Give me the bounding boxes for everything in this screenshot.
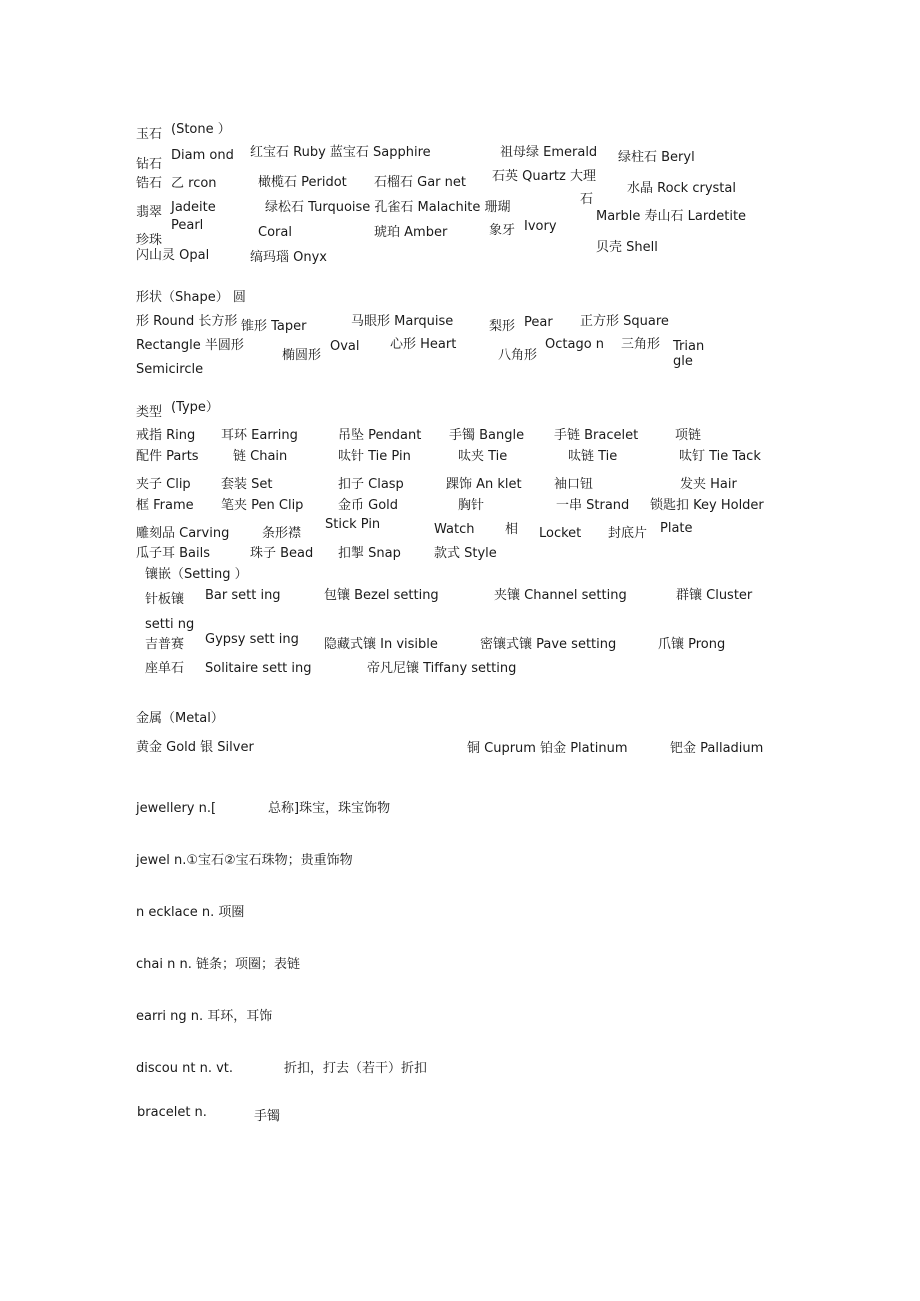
vocab-word: jewel n.①宝石②宝石珠物；贵重饰物	[136, 853, 353, 868]
beryl: 绿柱石 Beryl	[618, 150, 695, 165]
square: 正方形 Square	[580, 314, 669, 329]
key-holder: 锁匙扣 Key Holder	[650, 498, 764, 513]
octagon-en: Octago n	[545, 337, 605, 352]
strand: 一串 Strand	[556, 498, 630, 513]
style: 款式 Style	[434, 546, 497, 561]
tie-chain: 呔链 Tie	[568, 449, 618, 464]
shape-heading: 形状（Shape） 圆	[136, 290, 246, 305]
anklet: 踝饰 An klet	[446, 477, 522, 492]
stick-pin-cn: 条形襟	[262, 526, 302, 541]
triangle-cn: 三角形	[621, 337, 661, 352]
bails: 瓜子耳 Bails	[136, 546, 211, 561]
set: 套装 Set	[221, 477, 273, 492]
oval-en: Oval	[330, 339, 360, 354]
cluster-setting-cont: setti ng	[145, 617, 195, 632]
plate-en: Plate	[660, 521, 693, 536]
setting-heading: 镶嵌（Setting ）	[145, 567, 248, 582]
vocab-word: earri ng n. 耳环，耳饰	[136, 1009, 273, 1024]
ivory-en: Ivory	[524, 219, 557, 234]
vocab-word: discou nt n. vt.	[136, 1061, 234, 1076]
pearl-cn: 珍珠	[136, 233, 163, 248]
gold-coin: 金币 Gold	[338, 498, 399, 513]
chain: 链 Chain	[233, 449, 288, 464]
semicircle: Semicircle	[136, 362, 204, 377]
watch: Watch	[434, 522, 475, 537]
gypsy-setting-en: Gypsy sett ing	[205, 632, 299, 647]
vocab-meaning: 总称]珠宝，珠宝饰物	[268, 801, 391, 816]
triangle-en-1: Trian	[673, 339, 705, 354]
quartz: 石英 Quartz 大理	[492, 169, 596, 184]
jadeite-cn: 翡翠	[136, 205, 163, 220]
tie-clip: 呔夹 Tie	[458, 449, 508, 464]
rectangle-semicircle: Rectangle 半圆形	[136, 338, 244, 353]
pendant: 吊坠 Pendant	[338, 428, 422, 443]
stone-heading: 玉石	[136, 127, 163, 142]
necklace: 项链	[675, 428, 702, 443]
vocab-meaning: 折扣，打去（若干）折扣	[284, 1061, 428, 1076]
ruby-sapphire: 红宝石 Ruby 蓝宝石 Sapphire	[250, 145, 431, 160]
gold-silver: 黄金 Gold 银 Silver	[136, 740, 254, 755]
metal-heading: 金属（Metal）	[136, 711, 224, 726]
diamond-cn: 钻石	[136, 157, 163, 172]
pave-setting: 密镶式镶 Pave setting	[480, 637, 617, 652]
pear-cn: 梨形	[489, 319, 516, 334]
hair: 发夹 Hair	[680, 477, 737, 492]
frame: 框 Frame	[136, 498, 194, 513]
invisible-setting: 隐藏式镶 In visible	[324, 637, 438, 652]
brooch: 胸针	[458, 498, 485, 513]
cluster-setting: 群镶 Cluster	[676, 588, 753, 603]
bangle: 手镯 Bangle	[449, 428, 525, 443]
garnet: 石榴石 Gar net	[374, 175, 466, 190]
stick-pin-en: Stick Pin	[325, 517, 381, 532]
palladium: 钯金 Palladium	[670, 741, 764, 756]
vocab-word: n ecklace n. 项圈	[136, 905, 245, 920]
bar-setting-en: Bar sett ing	[205, 588, 281, 603]
vocab-word: chai n n. 链条；项圈；表链	[136, 957, 300, 972]
tie-pin: 呔针 Tie Pin	[338, 449, 411, 464]
solitaire-setting-en: Solitaire sett ing	[205, 661, 312, 676]
gypsy-setting-cn: 吉普赛	[145, 637, 185, 652]
taper: 锥形 Taper	[241, 319, 307, 334]
marquise: 马眼形 Marquise	[351, 314, 454, 329]
oval-cn: 椭圆形	[282, 348, 322, 363]
zircon-cn: 锆石	[136, 176, 163, 191]
turquoise-malachite: 绿松石 Turquoise 孔雀石 Malachite 珊瑚	[265, 200, 511, 215]
vocab-word: bracelet n.	[137, 1105, 207, 1120]
vocab-word: jewellery n.[	[136, 801, 217, 816]
solitaire-setting-cn: 座单石	[145, 661, 185, 676]
snap: 扣掣 Snap	[338, 546, 401, 561]
emerald: 祖母绿 Emerald	[500, 145, 598, 160]
coral: Coral	[258, 225, 292, 240]
prong-setting: 爪镶 Prong	[658, 637, 726, 652]
shell: 贝壳 Shell	[596, 240, 658, 255]
bracelet: 手链 Bracelet	[554, 428, 639, 443]
marble: Marble 寿山石 Lardetite	[596, 209, 747, 224]
locket-cn: 相	[505, 522, 519, 537]
earring: 耳环 Earring	[221, 428, 298, 443]
ivory-cn: 象牙	[489, 223, 516, 238]
plate-cn: 封底片	[608, 526, 648, 541]
copper-platinum: 铜 Cuprum 铂金 Platinum	[467, 741, 628, 756]
locket-en: Locket	[539, 526, 582, 541]
tie-tack: 呔钉 Tie Tack	[679, 449, 761, 464]
bead: 珠子 Bead	[250, 546, 314, 561]
clip: 夹子 Clip	[136, 477, 191, 492]
opal: 闪山灵 Opal	[136, 248, 210, 263]
type-heading: 类型	[136, 405, 163, 420]
pear-en: Pear	[524, 315, 553, 330]
stone-heading-en: (Stone ）	[171, 122, 231, 137]
bezel-setting: 包镶 Bezel setting	[324, 588, 439, 603]
jadeite-en: Jadeite	[171, 200, 216, 215]
amber: 琥珀 Amber	[374, 225, 448, 240]
clasp: 扣子 Clasp	[338, 477, 404, 492]
rock-crystal: 水晶 Rock crystal	[627, 181, 736, 196]
cufflink: 袖口钮	[554, 477, 594, 492]
channel-setting: 夹镶 Channel setting	[494, 588, 627, 603]
vocab-meaning: 手镯	[254, 1109, 281, 1124]
marble-cont: 石	[580, 192, 594, 207]
bar-setting-cn: 针板镶	[145, 592, 185, 607]
type-heading-en: (Type）	[171, 400, 219, 415]
octagon-cn: 八角形	[498, 348, 538, 363]
peridot: 橄榄石 Peridot	[258, 175, 347, 190]
onyx: 缟玛瑙 Onyx	[250, 250, 327, 265]
pearl-en: Pearl	[171, 218, 204, 233]
zircon-en: 乙 rcon	[171, 176, 217, 191]
round-rectangle: 形 Round 长方形	[136, 314, 238, 329]
carving: 雕刻品 Carving	[136, 526, 230, 541]
heart: 心形 Heart	[390, 337, 457, 352]
pen-clip: 笔夹 Pen Clip	[221, 498, 304, 513]
triangle-en-2: gle	[673, 354, 693, 369]
ring: 戒指 Ring	[136, 428, 196, 443]
parts: 配件 Parts	[136, 449, 199, 464]
tiffany-setting: 帝凡尼镶 Tiffany setting	[367, 661, 517, 676]
diamond-en: Diam ond	[171, 148, 234, 163]
